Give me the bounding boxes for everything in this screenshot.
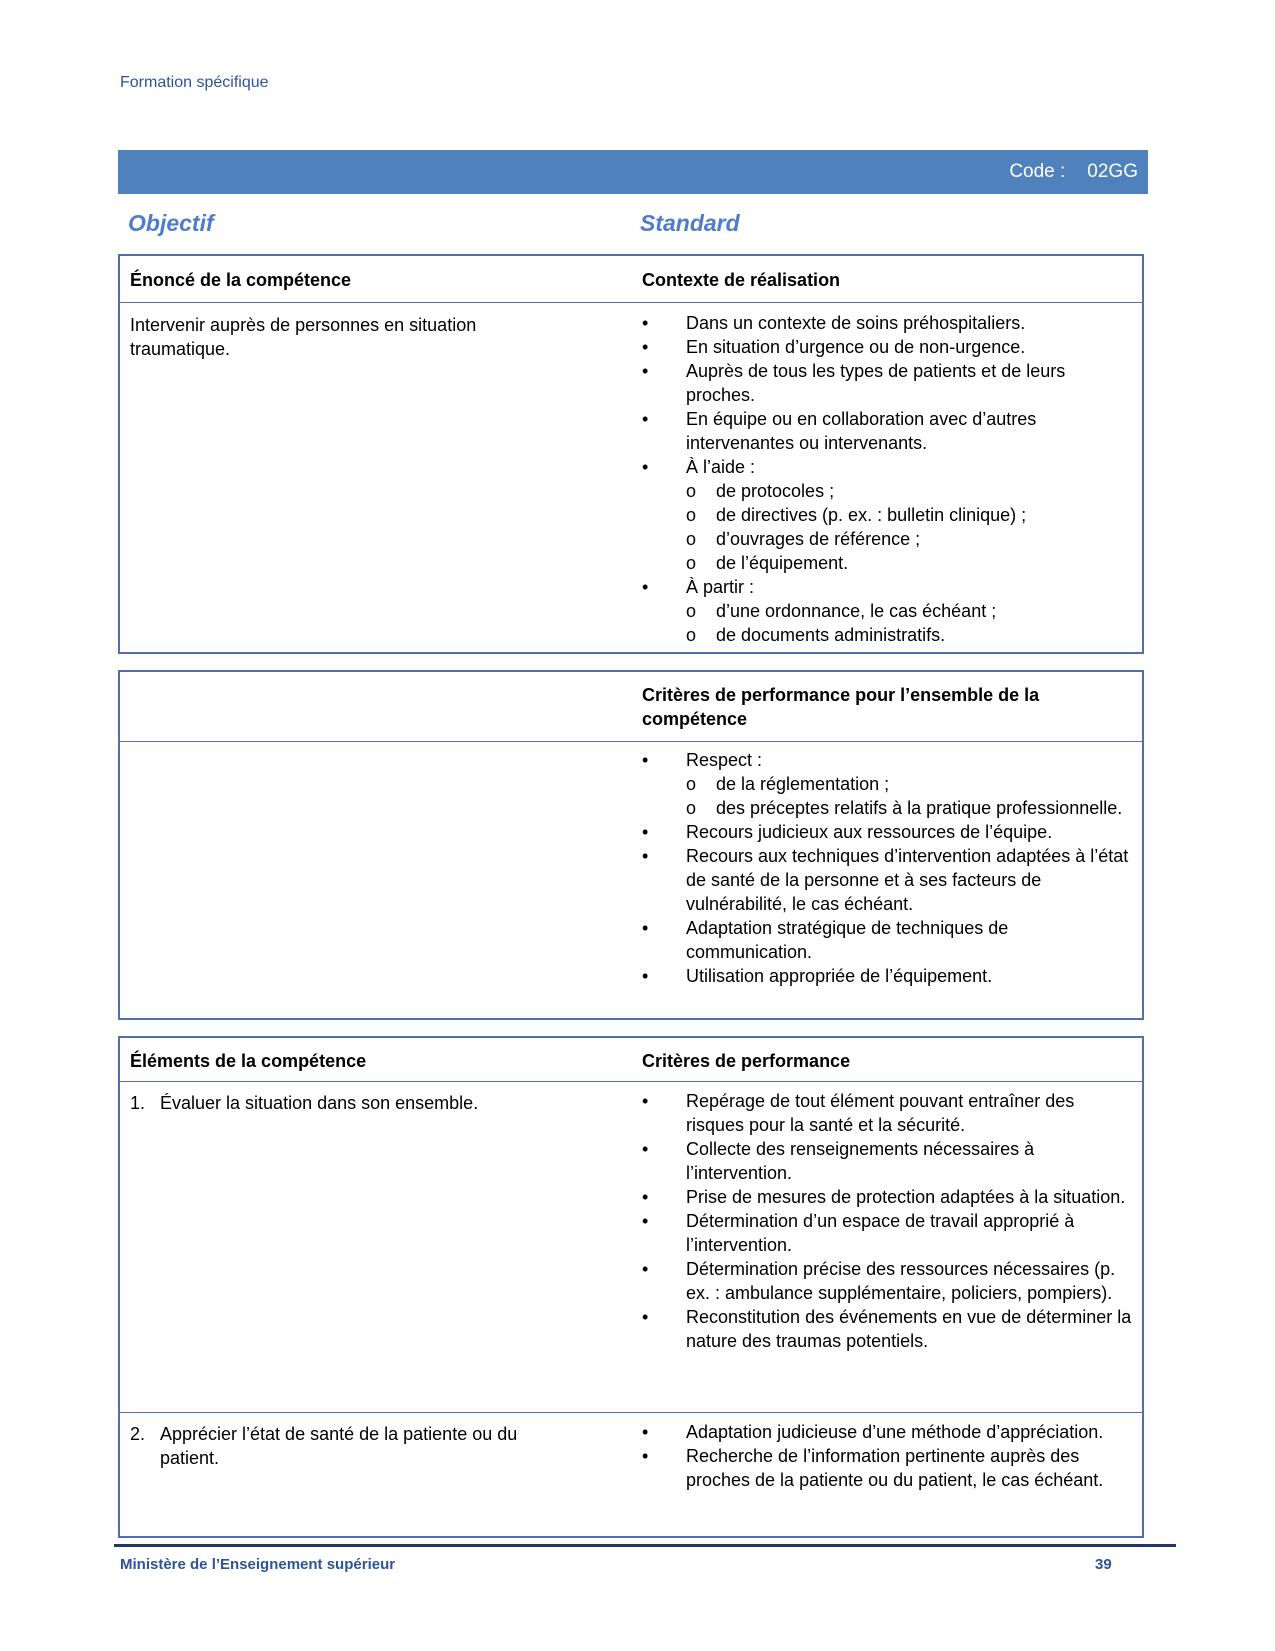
- list-item: [642, 1305, 1132, 1353]
- element-row: [120, 1412, 1142, 1532]
- list-item: [642, 1209, 1132, 1257]
- list-item: [642, 359, 1132, 407]
- list-item: [642, 916, 1132, 964]
- contexte-header: Contexte de réalisation: [642, 270, 841, 290]
- sub-list-item-text: des préceptes relatifs à la pratique professionnelle.: [716, 798, 1123, 818]
- list-item-text: Repérage de tout élément pouvant entraîner des risques pour la santé et la sécurité.: [686, 1091, 1075, 1135]
- list-item-text: Dans un contexte de soins préhospitaliers.: [686, 313, 1026, 333]
- enonce-text: Intervenir auprès de personnes en situation traumatique.: [130, 315, 477, 359]
- code-label: Code :: [1009, 161, 1066, 182]
- list-item-text: En situation d’urgence ou de non-urgence.: [686, 337, 1026, 357]
- code-bar: [118, 150, 1148, 194]
- sub-list: [686, 772, 1132, 820]
- list-item: [642, 335, 1132, 359]
- sub-list-item-text: de documents administratifs.: [716, 625, 946, 645]
- bullet-icon: •: [642, 1422, 649, 1442]
- element-number: 2.: [130, 1424, 146, 1444]
- sub-list-item-text: d’ouvrages de référence ;: [716, 529, 921, 549]
- sub-list-item: [686, 551, 1132, 575]
- sub-list: [686, 599, 1132, 647]
- bullet-icon: •: [642, 1259, 649, 1279]
- element-number: 1.: [130, 1093, 146, 1113]
- sub-list-item: [686, 623, 1132, 647]
- overall-criteria-header: [120, 672, 1142, 742]
- elements-table-body: [120, 1082, 1142, 1532]
- bullet-icon: •: [642, 750, 649, 770]
- bullet-icon: •: [642, 313, 649, 333]
- bullet-icon: •: [642, 822, 649, 842]
- circle-bullet-icon: o: [686, 529, 697, 549]
- contexte-list-container: [642, 311, 1132, 647]
- competency-table-header: [120, 256, 1142, 303]
- list-item: [642, 1420, 1132, 1444]
- circle-bullet-icon: o: [686, 553, 697, 573]
- elements-table-header: [120, 1038, 1142, 1082]
- sub-list-item-text: de l’équipement.: [716, 553, 849, 573]
- enonce-header: Énoncé de la compétence: [130, 270, 352, 290]
- bullet-icon: •: [642, 1446, 649, 1466]
- bullet-icon: •: [642, 1307, 649, 1327]
- list-item-text: En équipe ou en collaboration avec d’autres intervenantes ou intervenants.: [686, 409, 1037, 453]
- sub-list-item-text: d’une ordonnance, le cas échéant ;: [716, 601, 997, 621]
- sub-list-item: [686, 527, 1132, 551]
- circle-bullet-icon: o: [686, 481, 697, 501]
- element-text: Apprécier l’état de santé de la patiente ou du patient.: [160, 1424, 518, 1468]
- elements-header: Éléments de la compétence: [130, 1051, 367, 1071]
- circle-bullet-icon: o: [686, 774, 697, 794]
- overall-criteria-title: Critères de performance pour l’ensemble de la compétence: [642, 685, 1040, 729]
- sub-list-item: [686, 599, 1132, 623]
- sub-list-item: [686, 772, 1132, 796]
- element-criteria-list: [642, 1089, 1132, 1353]
- list-item: [642, 575, 1132, 647]
- objectif-label: Objectif: [128, 210, 214, 236]
- list-item-text: Prise de mesures de protection adaptées à la situation.: [686, 1187, 1126, 1207]
- sub-list-item-text: de protocoles ;: [716, 481, 835, 501]
- sub-list-item: [686, 479, 1132, 503]
- list-item-text: Adaptation judicieuse d’une méthode d’appréciation.: [686, 1422, 1104, 1442]
- objective-standard-labels: [128, 210, 1138, 240]
- sub-list-item-text: de la réglementation ;: [716, 774, 890, 794]
- list-item-text: Recours judicieux aux ressources de l’équipe.: [686, 822, 1053, 842]
- element-criteria-list: [642, 1420, 1132, 1492]
- elements-table: [118, 1036, 1144, 1538]
- page-number: 39: [1095, 1556, 1112, 1573]
- sub-list-item: [686, 503, 1132, 527]
- list-item-text: Utilisation appropriée de l’équipement.: [686, 966, 993, 986]
- list-item: [642, 820, 1132, 844]
- element-cell: [130, 1091, 580, 1115]
- element-text: Évaluer la situation dans son ensemble.: [160, 1093, 479, 1113]
- list-item: [642, 407, 1132, 455]
- list-item-text: Respect :: [686, 750, 763, 770]
- circle-bullet-icon: o: [686, 601, 697, 621]
- list-item: [642, 455, 1132, 575]
- list-item: [642, 1137, 1132, 1185]
- criteres-header: Critères de performance: [642, 1051, 851, 1071]
- list-item-text: Détermination d’un espace de travail approprié à l’intervention.: [686, 1211, 1075, 1255]
- list-item-text: Collecte des renseignements nécessaires à l’intervention.: [686, 1139, 1035, 1183]
- bullet-icon: •: [642, 918, 649, 938]
- bullet-icon: •: [642, 457, 649, 477]
- code-value: 02GG: [1087, 161, 1138, 182]
- bullet-icon: •: [642, 1139, 649, 1159]
- list-item-text: Reconstitution des événements en vue de déterminer la nature des traumas potentiels.: [686, 1307, 1132, 1351]
- bullet-icon: •: [642, 1187, 649, 1207]
- bullet-icon: •: [642, 337, 649, 357]
- contexte-list: [642, 311, 1132, 647]
- list-item-text: Adaptation stratégique de techniques de communication.: [686, 918, 1009, 962]
- list-item: [642, 964, 1132, 988]
- sub-list: [686, 479, 1132, 575]
- element-cell: [130, 1422, 580, 1470]
- overall-criteria-table: [118, 670, 1144, 1020]
- list-item-text: À partir :: [686, 577, 755, 597]
- footer-ministry: Ministère de l’Enseignement supérieur: [120, 1556, 396, 1573]
- sub-list-item-text: de directives (p. ex. : bulletin clinique) ;: [716, 505, 1027, 525]
- sub-list-item: [686, 796, 1132, 820]
- list-item: [642, 1257, 1132, 1305]
- bullet-icon: •: [642, 577, 649, 597]
- bullet-icon: •: [642, 409, 649, 429]
- bullet-icon: •: [642, 966, 649, 986]
- section-header: Formation spécifique: [120, 74, 269, 91]
- list-item-text: Recours aux techniques d’intervention adaptées à l’état de santé de la personne et à ses facteurs de vulnérabilité, le cas échéant.: [686, 846, 1129, 914]
- circle-bullet-icon: o: [686, 505, 697, 525]
- bullet-icon: •: [642, 1211, 649, 1231]
- overall-criteria-list-container: [642, 748, 1132, 988]
- circle-bullet-icon: o: [686, 625, 697, 645]
- list-item: [642, 748, 1132, 820]
- list-item-text: Recherche de l’information pertinente auprès des proches de la patiente ou du patient, le cas échéant.: [686, 1446, 1104, 1490]
- bullet-icon: •: [642, 1091, 649, 1111]
- overall-criteria-list: [642, 748, 1132, 988]
- element-criteria-cell: [642, 1420, 1132, 1492]
- list-item: [642, 1444, 1132, 1492]
- circle-bullet-icon: o: [686, 798, 697, 818]
- list-item: [642, 1185, 1132, 1209]
- list-item: [642, 844, 1132, 916]
- bullet-icon: •: [642, 361, 649, 381]
- list-item-text: Détermination précise des ressources nécessaires (p. ex. : ambulance supplémentaire, policiers, pompiers).: [686, 1259, 1116, 1303]
- competency-table: [118, 254, 1144, 654]
- element-row: [120, 1082, 1142, 1412]
- standard-label: Standard: [640, 210, 740, 236]
- list-item-text: Auprès de tous les types de patients et de leurs proches.: [686, 361, 1066, 405]
- list-item: [642, 1089, 1132, 1137]
- footer-divider: [114, 1544, 1176, 1547]
- list-item: [642, 311, 1132, 335]
- list-item-text: À l’aide :: [686, 457, 756, 477]
- bullet-icon: •: [642, 846, 649, 866]
- element-criteria-cell: [642, 1089, 1132, 1353]
